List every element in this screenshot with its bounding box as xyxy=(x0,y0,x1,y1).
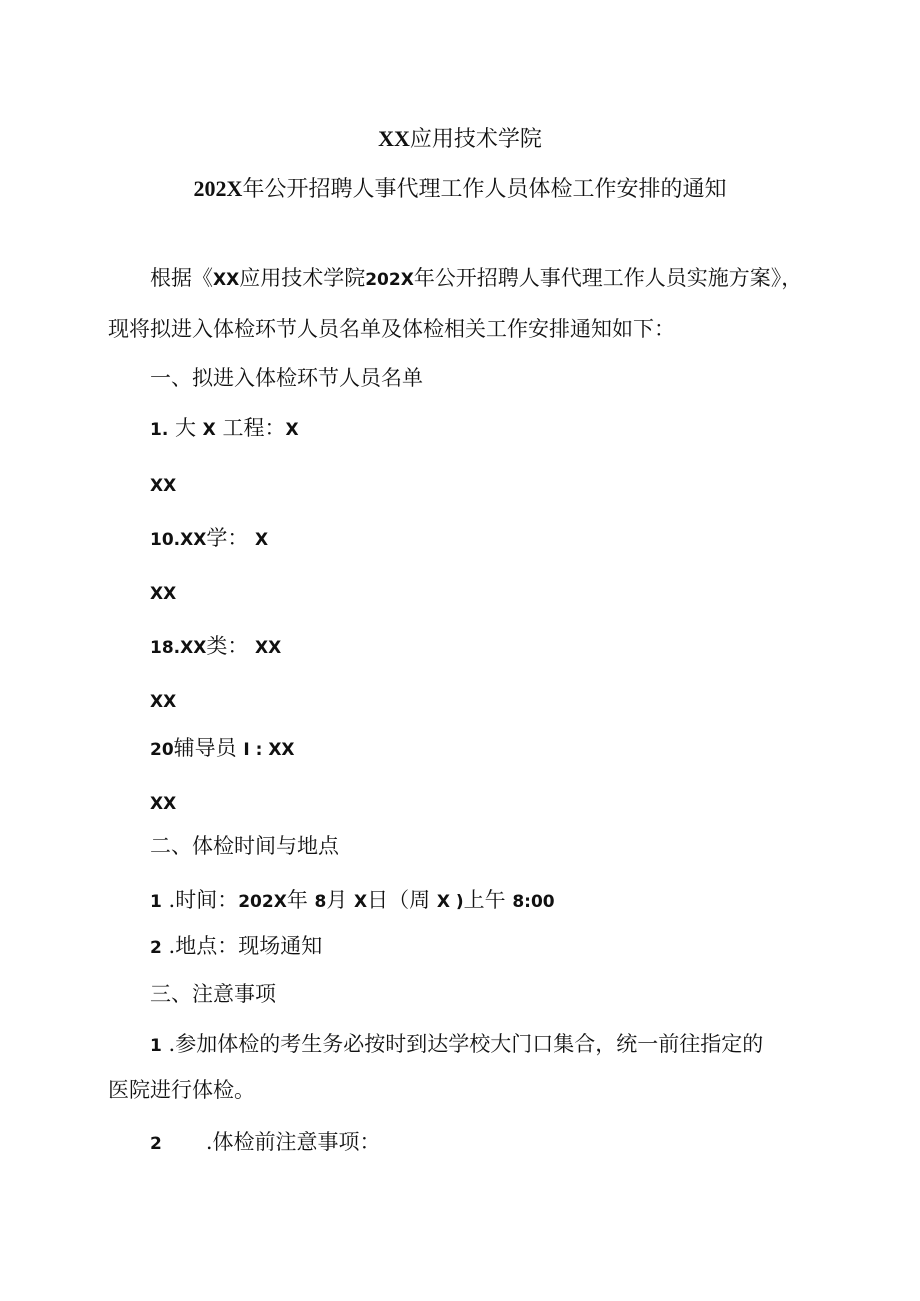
list-item-text: 18.XX xyxy=(150,638,207,658)
section-3-heading: 三、注意事项 xyxy=(150,982,276,1006)
time-value: 8 xyxy=(314,892,327,912)
list-item-text: 工程： xyxy=(222,416,286,440)
item-number: 2 xyxy=(150,1134,162,1154)
list-item xyxy=(150,632,281,662)
list-item-text: 辅导员 xyxy=(173,736,237,760)
list-item-text: 1. xyxy=(150,420,169,440)
exam-time xyxy=(150,886,555,916)
intro-paragraph-line-1 xyxy=(150,264,802,294)
list-item xyxy=(150,788,176,818)
time-value: X ) xyxy=(436,892,464,912)
item-number: 1 xyxy=(150,1036,162,1056)
time-value: X xyxy=(354,892,368,912)
list-item-text: 10.XX xyxy=(150,530,207,550)
list-item-text: 大 xyxy=(174,416,196,440)
list-item-text: X xyxy=(285,420,299,440)
title-year: 202X xyxy=(193,176,243,201)
intro-text: 应用技术学院 xyxy=(239,266,366,290)
list-item xyxy=(150,414,299,444)
list-item-text: XX xyxy=(150,794,177,814)
intro-text: XX xyxy=(213,270,240,290)
title-line-1 xyxy=(0,124,920,155)
title-school-name: 应用技术学院 xyxy=(409,127,542,152)
list-item-text: XX xyxy=(150,476,177,496)
time-value: 8:00 xyxy=(512,892,555,912)
time-value: 日（周 xyxy=(367,888,431,912)
list-item xyxy=(150,578,176,608)
notice-text: .参加体检的考生务必按时到达学校大门口集合，统一前往指定的 xyxy=(168,1032,764,1056)
list-item-text: X xyxy=(255,530,269,550)
title-line-2 xyxy=(0,174,920,205)
time-value: 年 xyxy=(286,888,308,912)
intro-text: 年公开招聘人事代理工作人员实施方案》， xyxy=(413,266,803,290)
list-item-text: X xyxy=(202,420,216,440)
list-item-text: I : XX xyxy=(243,740,295,760)
list-item-text: XX xyxy=(255,638,282,658)
intro-text: 202X xyxy=(365,270,414,290)
list-item-text: 学： xyxy=(206,526,249,550)
list-item xyxy=(150,686,176,716)
list-item xyxy=(150,524,268,554)
list-item-text: XX xyxy=(150,584,177,604)
section-2-heading: 二、体检时间与地点 xyxy=(150,834,339,858)
intro-paragraph-line-2: 现将拟进入体检环节人员名单及体检相关工作安排通知如下： xyxy=(108,317,675,341)
list-item xyxy=(150,734,295,764)
item-number: 2 xyxy=(150,938,162,958)
list-item-text: XX xyxy=(150,692,177,712)
list-item-text: 类： xyxy=(206,634,249,658)
time-value: 202X xyxy=(238,892,287,912)
time-value: 上午 xyxy=(463,888,506,912)
notice-item-2 xyxy=(150,1128,381,1158)
notice-item-1-continued: 医院进行体检。 xyxy=(108,1078,255,1102)
list-item xyxy=(150,470,176,500)
place-text: .地点：现场通知 xyxy=(168,934,323,958)
time-label: .时间： xyxy=(168,888,239,912)
time-value: 月 xyxy=(326,888,348,912)
intro-text: 根据《 xyxy=(150,266,213,290)
item-number: 1 xyxy=(150,892,162,912)
section-1-heading: 一、拟进入体检环节人员名单 xyxy=(150,366,423,390)
title-subject: 年公开招聘人事代理工作人员体检工作安排的通知 xyxy=(242,177,727,202)
notice-item-1 xyxy=(150,1030,763,1060)
list-item-text: 20 xyxy=(150,740,174,760)
notice-text: .体检前注意事项： xyxy=(205,1130,381,1154)
title-school-prefix: XX xyxy=(378,126,410,151)
exam-place xyxy=(150,932,322,962)
